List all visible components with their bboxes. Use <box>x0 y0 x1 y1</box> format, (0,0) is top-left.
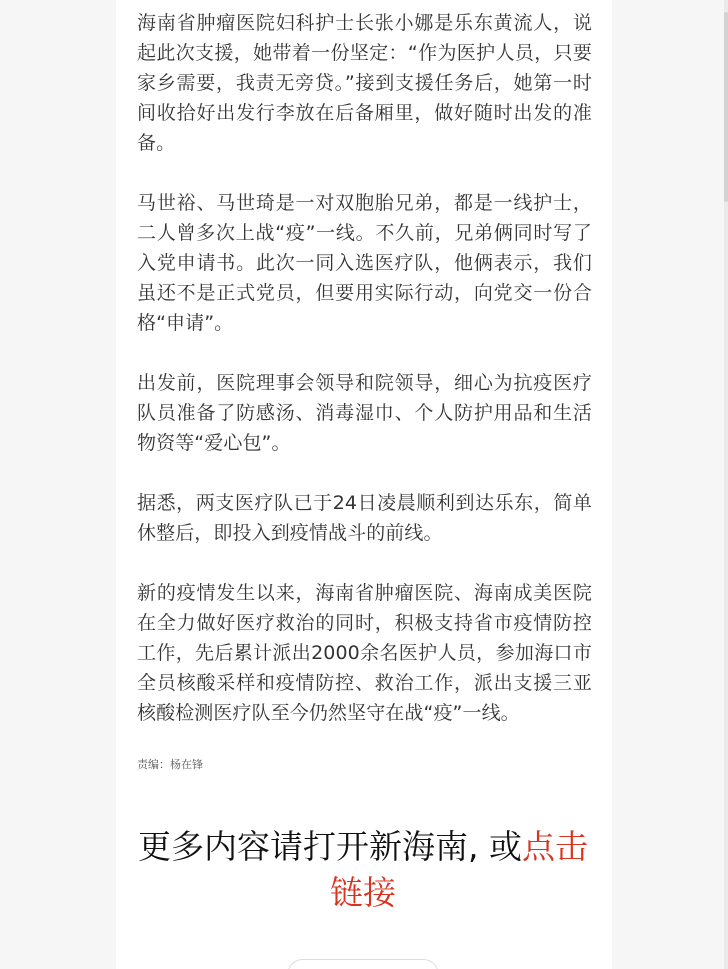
article-paragraph-4: 据悉，两支医疗队已于24日凌晨顺利到达乐东，简单休整后，即投入到疫情战斗的前线。 <box>137 492 592 544</box>
scrollbar[interactable] <box>724 0 728 969</box>
editor-credit: 责编：杨在锋 <box>137 758 203 771</box>
click-link[interactable]: 点击链接 <box>330 827 588 912</box>
article-paragraph-2: 马世裕、马世琦是一对双胞胎兄弟，都是一线护士，二人曾多次上战“疫”一线。不久前，兄弟俩同时写了入党申请书。此次一同入选医疗队，他俩表示，我们虽还不是正式党员，但要用实际行动，向党交一份合格“申请”。 <box>137 192 592 334</box>
article-paragraph-5: 新的疫情发生以来，海南省肿瘤医院、海南成美医院在全力做好医疗救治的同时，积极支持省市疫情防控工作，先后累计派出2000余名医护人员，参加海口市全员核酸采样和疫情防控、救治工作，派出支援三亚核酸检测医疗队至今仍然坚守在战“疫”一线。 <box>137 582 592 724</box>
article-paragraph-3: 出发前，医院理事会领导和院领导，细心为抗疫医疗队员准备了防感汤、消毒湿巾、个人防护用品和生活物资等“爱心包”。 <box>137 372 592 454</box>
article-body <box>137 8 592 758</box>
scrollbar-thumb[interactable] <box>724 12 728 202</box>
open-app-prompt-text: 更多内容请打开新海南, 或 <box>138 827 522 866</box>
bottom-action-button[interactable] <box>287 959 439 969</box>
open-app-prompt <box>130 824 596 916</box>
article-paragraph-1: 海南省肿瘤医院妇科护士长张小娜是乐东黄流人，说起此次支援，她带着一份坚定：“作为医护人员，只要家乡需要，我责无旁贷。”接到支援任务后，她第一时间收拾好出发行李放在后备厢里，做好随时出发的准备。 <box>137 12 592 154</box>
